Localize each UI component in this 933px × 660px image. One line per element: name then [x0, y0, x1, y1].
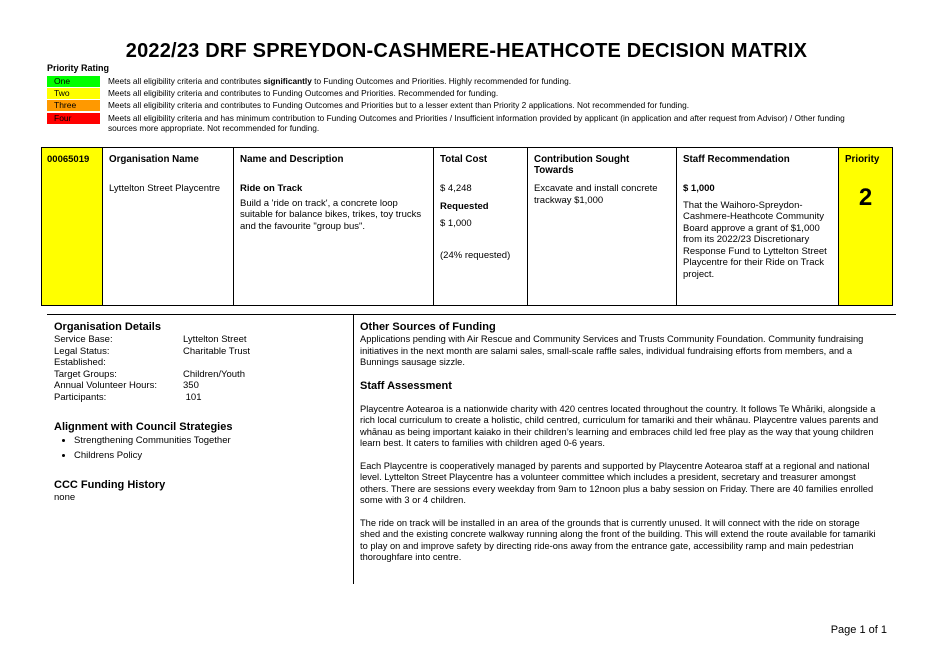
other-sources-text: Applications pending with Air Rescue and Community Services and Trusts Community Foundation. Community fundraising initiatives in the next month are salami sales, small-scale raffle sales, individual fundraising efforts from members, and a Bunnings sausage sizzle.	[360, 334, 864, 367]
assessment-paragraph: Playcentre Aotearoa is a nationwide charity with 420 centres located throughout the country. It follows Te Whāriki, alongside a rich local curriculum to create a holistic, child centred, curriculum for tamariki and their whānau. Playcentre values parents and whānau as being important kaiako in their children’s learning and embraces child led free play as the way that young children learn best. It caters to families with children aged 0-6 years.	[360, 403, 879, 448]
page-number: Page 1 of 1	[830, 624, 887, 636]
requested-percentage: (24% requested)	[440, 249, 511, 261]
priority-header: Priority	[845, 154, 880, 165]
strategy-item: • Strengthening Communities Together	[74, 435, 344, 447]
detail-row-target-groups: Target Groups: Children/Youth	[54, 368, 245, 380]
staff-assessment-heading: Staff Assessment	[360, 379, 452, 392]
detail-row-volunteer-hours: Annual Volunteer Hours: 350	[54, 380, 199, 391]
staff-recommendation-column	[677, 148, 839, 305]
priority-text-three: Meets all eligibility criteria and contributes to Funding Outcomes and Priorities but to a lesser extent than Priority 2 applications. Not recommended for funding.	[108, 100, 690, 110]
organisation-name-header: Organisation Name	[109, 154, 199, 165]
priority-legend-two	[47, 88, 868, 99]
priority-legend-three	[47, 100, 868, 111]
decision-matrix-table	[41, 147, 893, 306]
organisation-name: Lyttelton Street Playcentre	[109, 183, 221, 194]
staff-recommendation-text: That the Waihoro-Spreydon-Cashmere-Heathcote Community Board approve a grant of $1,000 from its 2022/23 Discretionary Response Fund to Lyttelton Street Playcentre for their Ride on Track project.	[683, 199, 827, 280]
funding-history-heading: CCC Funding History	[54, 479, 166, 491]
detail-row-service-base: Service Base: Lyttelton Street	[54, 334, 247, 345]
priority-badge-one: One	[47, 76, 100, 87]
priority-rating-heading: Priority Rating	[47, 63, 110, 73]
left-panel	[54, 321, 344, 504]
priority-legend-one	[47, 76, 868, 87]
detail-row-legal-status: Legal Status: Charitable Trust	[54, 345, 251, 357]
name-description-header: Name and Description	[240, 154, 344, 165]
alignment-heading: Alignment with Council Strategies	[54, 421, 233, 433]
priority-text-two: Meets all eligibility criteria and contributes to Funding Outcomes and Priorities. Recommended for funding.	[108, 88, 499, 98]
detail-row-participants: Participants: 101	[54, 391, 202, 403]
contribution-column	[528, 148, 677, 305]
right-panel	[360, 321, 880, 564]
application-id: 00065019	[42, 148, 103, 305]
organisation-column	[103, 148, 234, 305]
priority-text-one: Meets all eligibility criteria and contributes significantly to Funding Outcomes and Priorities. Highly recommended for funding.	[108, 76, 572, 86]
column-divider	[353, 314, 354, 584]
funding-history-value: none	[54, 492, 76, 503]
total-cost-value: $ 4,248	[440, 183, 472, 194]
priority-badge-four: Four	[47, 113, 100, 124]
staff-recommendation-header: Staff Recommendation	[683, 154, 790, 165]
section-divider	[47, 314, 896, 315]
priority-column	[839, 148, 892, 305]
requested-label: Requested	[440, 200, 489, 212]
contribution-text: Excavate and install concrete trackway $1,000	[534, 183, 658, 206]
priority-legend-four	[47, 113, 868, 133]
priority-badge-three: Three	[47, 100, 100, 111]
name-description-column	[234, 148, 434, 305]
contribution-header: Contribution Sought Towards	[534, 154, 630, 176]
other-sources-heading: Other Sources of Funding	[360, 321, 496, 333]
detail-row-established: Established:	[54, 357, 106, 368]
strategy-list	[54, 435, 344, 461]
organisation-details-heading: Organisation Details	[54, 321, 161, 333]
assessment-paragraph: Each Playcentre is cooperatively managed by parents and supported by Playcentre Aotearoa staff at a regional and national level. Lyttelton Street Playcentre has a volunteer committee which includes a president, secretary and treasurer amongst others. There are sessions every weekday from 9am to 12noon plus a baby session on Friday. There are 40 families enrolled some with 3 or 4 children.	[360, 460, 874, 505]
project-name: Ride on Track	[240, 183, 303, 194]
priority-badge-two: Two	[47, 88, 100, 99]
document-title: 2022/23 DRF SPREYDON-CASHMERE-HEATHCOTE DECISION MATRIX	[125, 40, 808, 62]
assessment-paragraph: The ride on track will be installed in an area of the grounds that is currently unused. It will connect with the ride on storage shed and the existing concrete walkway running along the front of the building. This will extend the route available for tamariki to play on and improve safety by directing ride-ons away from the entrance gate, accessibility ramp and main pedestrian thoroughfare into centre.	[360, 517, 876, 562]
requested-amount: $ 1,000	[440, 217, 472, 229]
total-cost-header: Total Cost	[440, 154, 488, 165]
priority-text-four: Meets all eligibility criteria and has minimum contribution to Funding Outcomes and Priorities / Insufficient information provided by applicant (in application and after request from Advisor) / Other funding sources more appropriate. Not recommended for funding.	[108, 113, 845, 133]
staff-recommendation-amount: $ 1,000	[683, 183, 715, 194]
project-description: Build a 'ride on track', a concrete loop suitable for balance bikes, trikes, toy trucks and the favourite "group bus".	[240, 197, 422, 232]
total-cost-column	[434, 148, 528, 305]
strategy-item: • Childrens Policy	[74, 450, 344, 462]
priority-value: 2	[858, 184, 873, 211]
